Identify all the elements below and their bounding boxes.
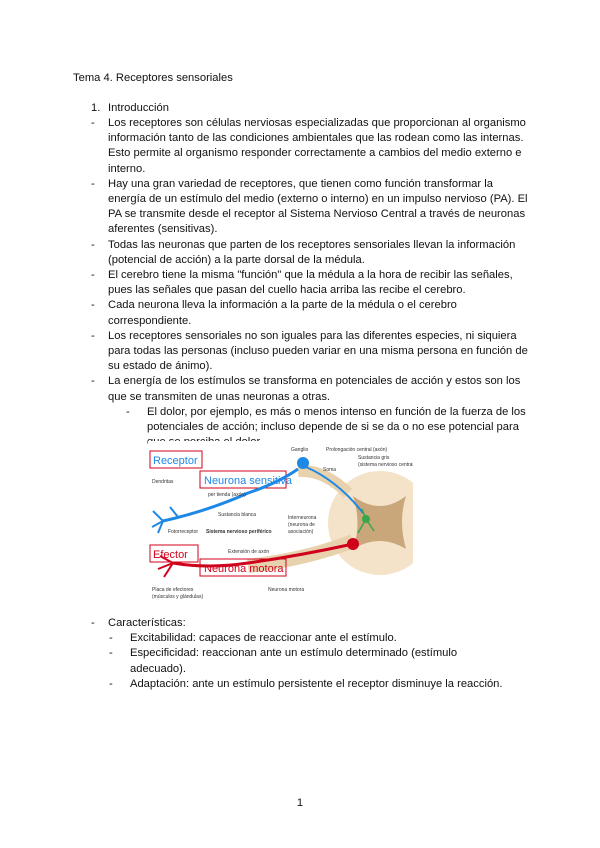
- label-dendritas: Dendritas: [152, 479, 174, 485]
- bullet-dash: -: [109, 632, 113, 645]
- list-item: [91, 329, 531, 375]
- characteristics-heading: [91, 616, 531, 631]
- label-sustancia-gris-2: (sistema nervioso central): [358, 462, 413, 468]
- characteristic-text: Especificidad: reaccionan ante un estímulo determinado (estímulo adecuado).: [130, 647, 458, 675]
- bullet-dash: -: [91, 238, 95, 251]
- characteristics-heading-text: Características:: [108, 617, 186, 629]
- bullet-dash: -: [109, 647, 113, 660]
- motor-neuron-label: Neurona motora: [204, 563, 284, 575]
- label-snp: Sistema nervioso periférico: [206, 529, 272, 535]
- label-interneurona-3: asociación): [288, 529, 314, 535]
- bullet-dash: -: [91, 269, 95, 282]
- bullet-text: El cerebro tiene la misma "función" que la médula a la hora de recibir las señales, pues las señales que pasan del cuello hacia arriba las recibe el cerebro.: [108, 269, 513, 297]
- label-placa-2: (músculos y glándulas): [152, 594, 204, 600]
- list-item: [91, 177, 531, 238]
- section-label: Introducción: [108, 102, 169, 114]
- bullet-text: Todas las neuronas que parten de los receptores sensoriales llevan la información (potencial de acción) a la parte dorsal de la médula.: [108, 238, 516, 266]
- reflex-arc-figure: [148, 441, 413, 604]
- label-interneurona-2: (neurona de: [288, 522, 315, 528]
- label-per-tienda: per tienda (axón): [208, 492, 246, 498]
- label-sustancia-blanca: Sustancia blanca: [218, 512, 257, 518]
- bullet-text: Los receptores son células nerviosas especializadas que proporcionan al organismo información tanto de las condiciones ambientales que las rodean como las internas. Esto permite al organismo responder correctamente a cambios del medio externo e interno.: [108, 117, 526, 175]
- receptor-label: Receptor: [153, 455, 198, 467]
- bullet-text: Cada neurona lleva la información a la parte de la médula o el cerebro correspondiente.: [108, 299, 457, 327]
- label-sustancia-gris: Sustancia gris: [358, 455, 390, 461]
- list-item: [91, 374, 531, 450]
- section-heading: [91, 101, 169, 116]
- characteristic-text: Excitabilidad: capaces de reaccionar ante el estímulo.: [130, 632, 397, 645]
- sub-list-item: [109, 631, 510, 646]
- bullet-dash: -: [91, 617, 95, 629]
- intro-bullet-list: [91, 116, 531, 450]
- bullet-dash: -: [126, 405, 130, 418]
- label-placa: Placa de efectores: [152, 587, 194, 593]
- bullet-dash: -: [91, 375, 95, 388]
- label-ganglio: Ganglio: [291, 447, 309, 453]
- page-number: 1: [296, 797, 304, 809]
- reflex-arc-illustration: [148, 441, 413, 604]
- section-number: 1.: [91, 102, 101, 114]
- bullet-dash: -: [91, 117, 95, 129]
- bullet-text: Hay una gran variedad de receptores, que tienen como función transformar la energía de un estímulo del medio (externo o interno) en un impulso nervioso (PA). El PA se transmite desde el receptor al Sistema Nervioso Central a través de neuronas aferentes (sensitivas).: [108, 177, 528, 236]
- sub-list-item: [109, 677, 510, 692]
- bullet-text: La energía de los estímulos se transforma en potenciales de acción y estos son los que se transmiten de unas neuronas a otras.: [108, 375, 521, 403]
- bullet-text: Los receptores sensoriales no son iguales para las diferentes especies, ni siquiera para todas las personas (incluso pueden variar en una misma persona en función de su estado de ánimo).: [108, 329, 528, 373]
- label-prolongacion: Prolongación central (axón): [326, 447, 388, 453]
- sub-list-item: [109, 646, 510, 676]
- list-item: [91, 298, 531, 328]
- list-item: [91, 116, 531, 177]
- characteristics-list: [91, 631, 531, 692]
- characteristic-text: Adaptación: ante un estímulo persistente el receptor disminuye la reacción.: [130, 677, 503, 690]
- characteristics-section: [91, 616, 531, 692]
- effector-label: Efector: [153, 549, 188, 561]
- page-title: Tema 4. Receptores sensoriales: [73, 72, 233, 84]
- label-soma: Soma: [323, 467, 337, 473]
- bullet-dash: -: [109, 677, 113, 690]
- list-item: [91, 268, 531, 298]
- sub-bullet-text: El dolor, por ejemplo, es más o menos intenso en función de la fuerza de los potenciales de acción; incluso depende de si se da o no ese potencial para: [147, 405, 526, 434]
- list-item: [91, 238, 531, 268]
- bullet-dash: -: [91, 177, 95, 190]
- bullet-dash: -: [91, 329, 95, 342]
- sensory-neuron-label: Neurona sensitiva: [204, 475, 293, 487]
- label-fotorreceptor: Fotorreceptor: [168, 529, 199, 535]
- label-neurona-motora-small: Neurona motora: [268, 587, 305, 593]
- label-axon-motor: Extensión de axón: [228, 549, 270, 555]
- bullet-dash: -: [91, 299, 95, 312]
- label-interneurona: Interneurona: [288, 515, 317, 521]
